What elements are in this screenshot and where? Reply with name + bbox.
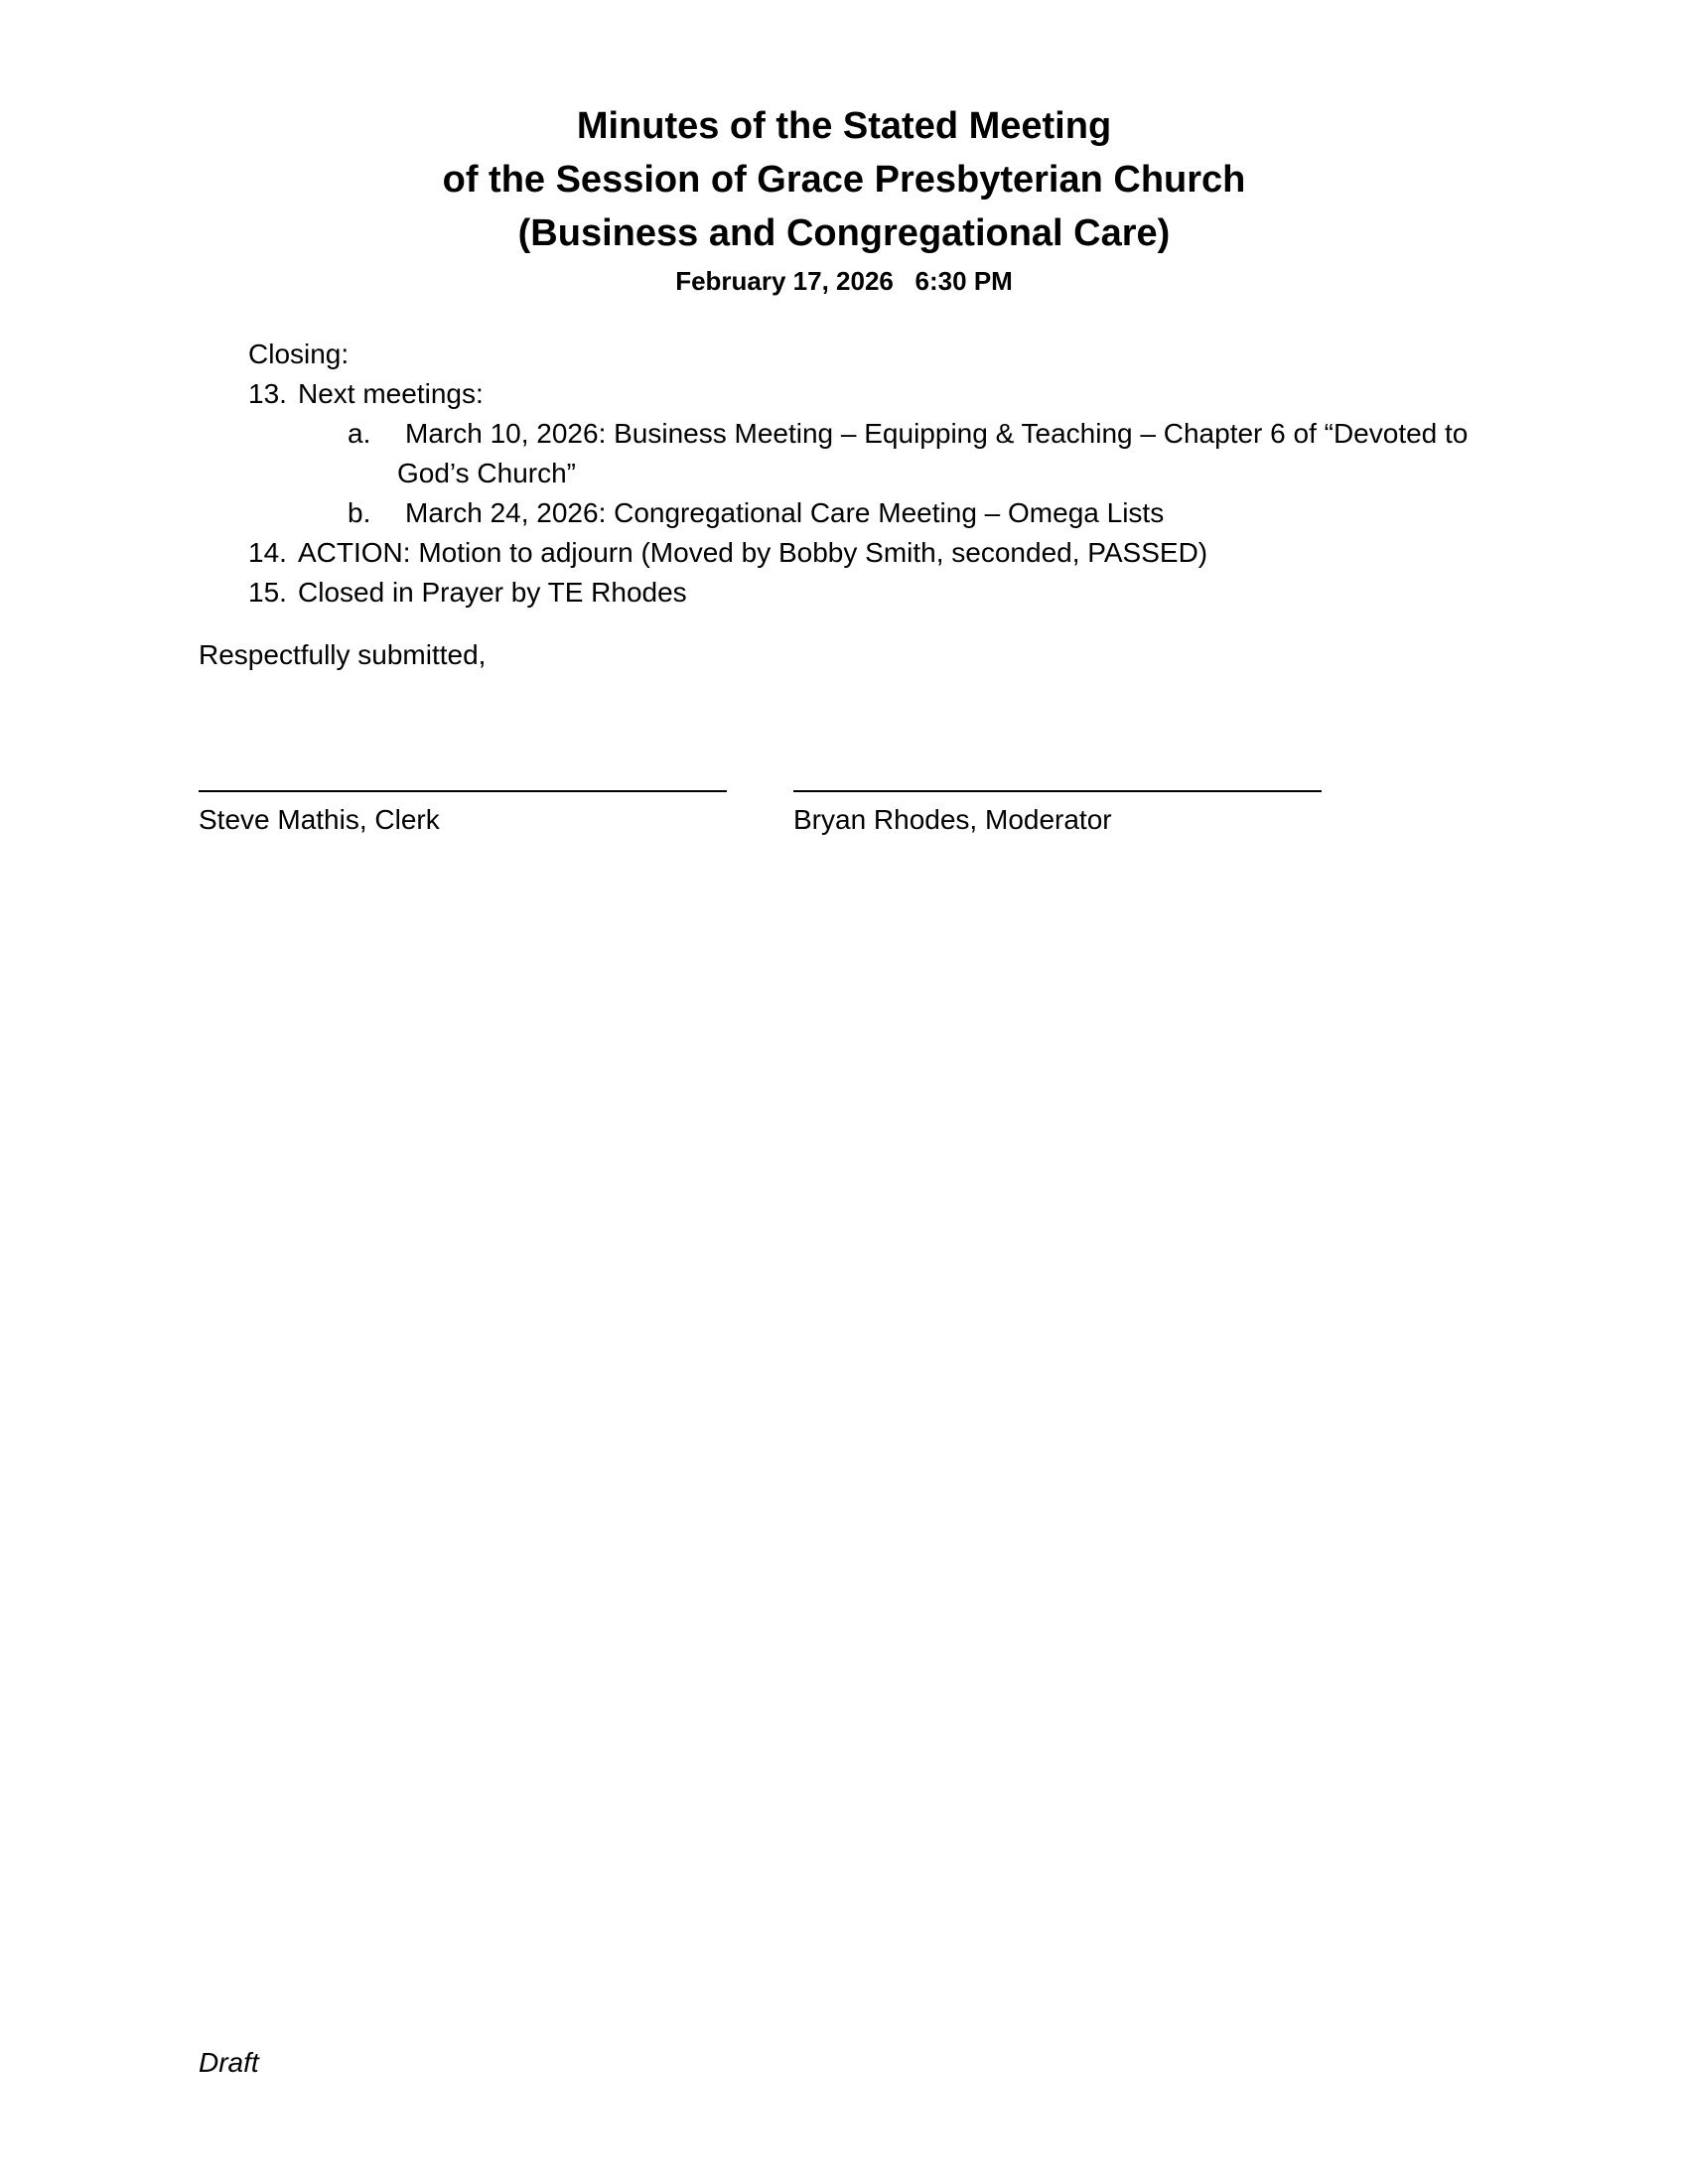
minutes-header — [0, 99, 1688, 300]
item-text: ACTION: Motion to adjourn (Moved by Bobby Smith, seconded, PASSED) — [298, 537, 1208, 568]
item-number: 14. — [248, 537, 287, 568]
item-text: Next meetings: — [298, 378, 484, 409]
sub-item-letter: b. — [348, 497, 371, 528]
list-item — [248, 573, 1489, 613]
clerk-signature-line — [199, 790, 727, 792]
closing-label: Closing: — [248, 339, 350, 369]
title-line-1: Minutes of the Stated Meeting — [576, 105, 1112, 147]
sub-item-letter: a. — [348, 418, 371, 449]
item-number: 13. — [248, 378, 287, 409]
respectfully-submitted: Respectfully submitted, — [199, 639, 487, 670]
sub-item-text: March 10, 2026: Business Meeting – Equipping & Teaching – Chapter 6 of “Devoted to God’s Church” — [397, 418, 1469, 488]
sub-item-text: March 24, 2026: Congregational Care Meeting – Omega Lists — [405, 497, 1165, 528]
list-item — [248, 374, 1489, 414]
sub-list-item — [348, 493, 1489, 533]
clerk-name: Steve Mathis, Clerk — [199, 804, 440, 835]
draft-label: Draft — [199, 2047, 259, 2078]
item-text: Closed in Prayer by TE Rhodes — [298, 577, 687, 608]
list-item — [248, 533, 1489, 573]
title-line-2: of the Session of Grace Presbyterian Church — [442, 159, 1246, 201]
closing-items-list — [248, 374, 1489, 613]
item-number: 15. — [248, 577, 287, 608]
moderator-name: Bryan Rhodes, Moderator — [793, 804, 1112, 835]
moderator-signature-line — [793, 790, 1322, 792]
title-line-3: (Business and Congregational Care) — [517, 212, 1171, 254]
sub-list-item — [348, 414, 1489, 493]
meeting-date-time: February 17, 2026 6:30 PM — [675, 266, 1013, 296]
